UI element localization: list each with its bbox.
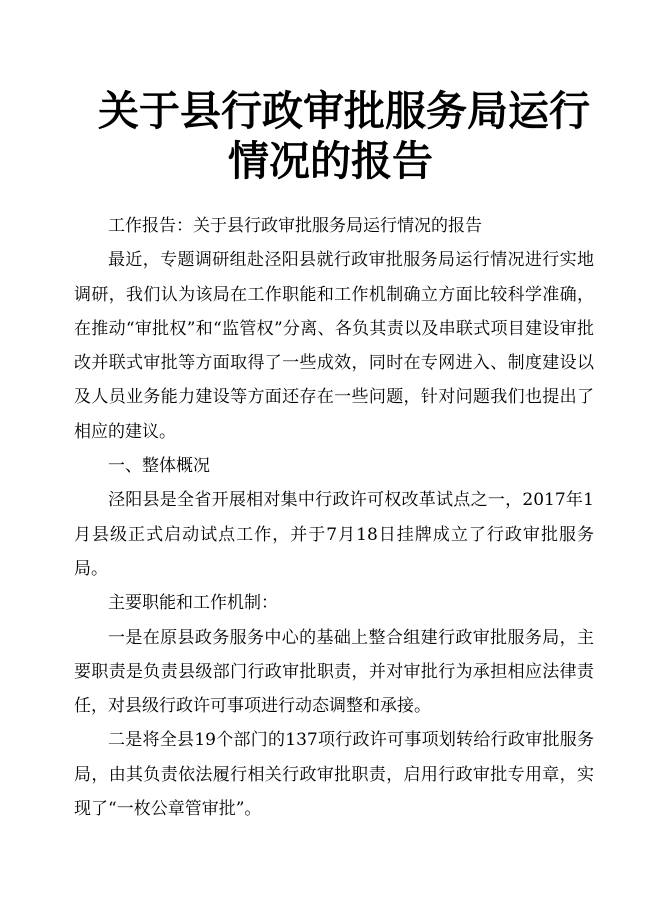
document-title-line-2: 情况的报告 <box>228 137 433 185</box>
section-heading-overview: 一、整体概况 <box>108 456 210 477</box>
paragraph-report-heading: 工作报告：关于县行政审批服务局运行情况的报告 <box>108 216 482 236</box>
paragraph-function-1: 一是在原县政务服务中心的基础上整合组建行政审批服务局，主要职责是负责县级部门行政审批职责，并对审批行为承担相应法律责任，对县级行政许可事项进行动态调整和承接。 <box>74 627 594 717</box>
document-body <box>74 209 594 826</box>
paragraph-introduction: 最近，专题调研组赴泾阳县就行政审批服务局运行情况进行实地调研，我们认为该局在工作职能和工作机制确立方面比较科学准确，在推动“审批权”和“监管权”分离、各负其责以及串联式项目建设审批改并联式审批等方面取得了一些成效，同时在专网进入、制度建设以及人员业务能力建设等方面还存在一些问题，针对问题我们也提出了相应的建议。 <box>74 250 594 442</box>
subheading-functions: 主要职能和工作机制： <box>108 593 278 614</box>
paragraph-function-2: 二是将全县19个部门的137项行政许可事项划转给行政审批服务局，由其负责依法履行相关行政审批职责，启用行政审批专用章，实现了“一枚公章管审批”。 <box>74 730 594 820</box>
paragraph-overview: 泾阳县是全省开展相对集中行政许可权改革试点之一，2017年1月县级正式启动试点工作，并于7月18日挂牌成立了行政审批服务局。 <box>74 490 594 579</box>
document-title-line-1: 关于县行政审批服务局运行 <box>98 87 590 135</box>
